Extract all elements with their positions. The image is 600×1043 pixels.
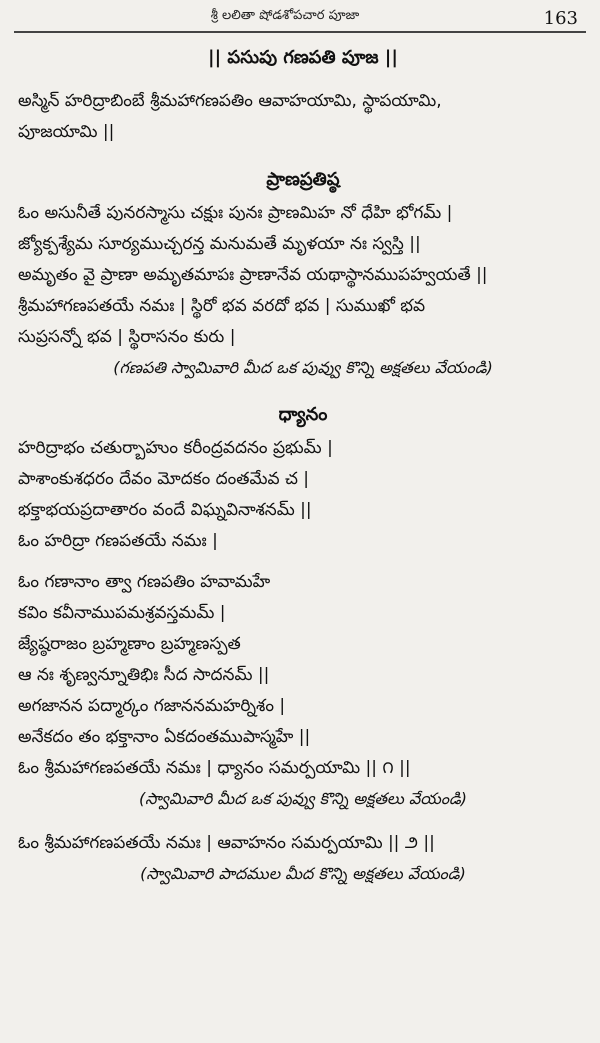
mantra-line: ఆ నః శృణ్వన్నూతిభిః సీద సాదనమ్ || xyxy=(18,665,270,685)
page-number: 163 xyxy=(543,8,578,29)
dhyana-line: భక్తాభయప్రదాతారం వందే విఘ్నవినాశనమ్ || xyxy=(18,500,312,520)
section-title-prana-pratishtha: ప్రాణప్రతిష్ఠ xyxy=(266,169,340,190)
mantra-line: అగజానన పద్మార్కం గజాననమహర్నిశం | xyxy=(18,696,286,716)
mantra-line: ఓం గణానాం త్వా గణపతిం హవామహే xyxy=(18,572,271,592)
mantra-line: జ్యేష్ఠరాజం బ్రహ్మణాం బ్రహ్మణస్పత xyxy=(18,634,241,654)
prana-line: అమృతం వై ప్రాణా అమృతమాపః ప్రాణానేవ యథాస్థానముపహ్వయతే || xyxy=(18,265,488,285)
dhyana-line: ఓం హరిద్రా గణపతయే నమః | xyxy=(18,531,218,551)
dhyana-line: హరిద్రాభం చతుర్బాహుం కరీంద్రవదనం ప్రభుమ్ | xyxy=(18,438,333,458)
prana-line: ఓం అసునీతే పునరస్మాసు చక్షుః పునః ప్రాణమిహ నో ధేహి భోగమ్ | xyxy=(18,203,453,223)
prana-line: జ్యోక్పశ్యేమ సూర్యముచ్చరన్త మనుమతే మృళయా నః స్వస్తి || xyxy=(18,234,421,254)
intro-line: అస్మిన్ హరిద్రాబింబే శ్రీమహాగణపతిం ఆవాహయామి, స్థాపయామి, xyxy=(18,91,442,111)
instruction-note: (స్వామివారి మీద ఒక పువ్వు కొన్ని అక్షతలు వేయండి) xyxy=(138,789,468,808)
page-header xyxy=(0,0,600,32)
mantra-line: కవిం కవీనాముపమశ్రవస్తమమ్ | xyxy=(18,603,226,623)
instruction-note: (గణపతి స్వామివారి మీద ఒక పువ్వు కొన్ని అక్షతలు వేయండి) xyxy=(113,358,493,377)
section-title-dhyanam: ధ్యానం xyxy=(278,404,328,425)
page-body xyxy=(18,40,588,889)
dhyana-line: పాశాంకుశధరం దేవం మోదకం దంతమేవ చ | xyxy=(18,469,309,489)
section-title-pasupu-ganapati-puja: || పసుపు గణపతి పూజ || xyxy=(208,47,398,68)
running-head: శ్రీ లలితా షోడశోపచార పూజా xyxy=(210,8,360,23)
mantra-line: ఓం శ్రీమహాగణపతయే నమః | ధ్యానం సమర్పయామి || ౧ || xyxy=(18,758,411,778)
mantra-line: అనేకదం తం భక్తానాం ఏకదంతముపాస్మహే || xyxy=(18,727,311,747)
avahana-line: ఓం శ్రీమహాగణపతయే నమః | ఆవాహనం సమర్పయామి || ౨ || xyxy=(18,833,435,853)
intro-line: పూజయామి || xyxy=(18,122,115,142)
header-rule xyxy=(14,31,586,33)
instruction-note: (స్వామివారి పాదముల మీద కొన్ని అక్షతలు వేయండి) xyxy=(140,864,466,883)
prana-line: సుప్రసన్నో భవ | స్థిరాసనం కురు | xyxy=(18,327,236,347)
prana-line: శ్రీమహాగణపతయే నమః | స్థిరో భవ వరదో భవ | సుముఖో భవ xyxy=(18,296,426,316)
